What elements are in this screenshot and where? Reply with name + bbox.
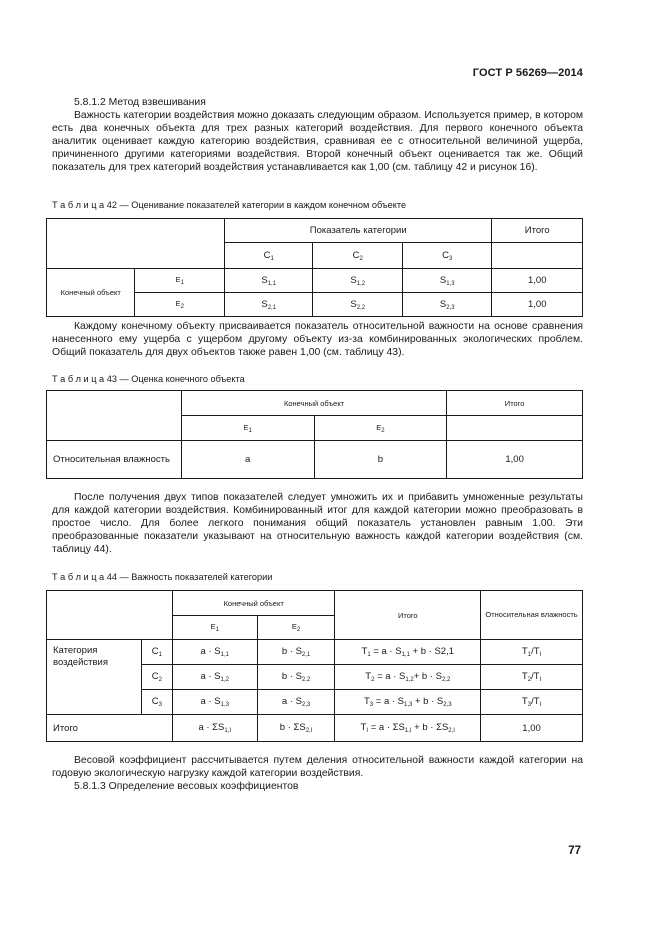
table-44-e2: $E_2$ [257, 616, 335, 640]
table-42-caption: Т а б л и ц а 42 — Оценивание показателей категории в каждом конечном объекте [52, 200, 407, 210]
paragraph-3: После получения двух типов показателей следует умножить их и прибавить умноженные результаты для каждой категории воздействия. Комбинированный итог для каждой категории можно преобразовать в простое число. Для более легкого понимания общий показатель установлен равным 1.00. Эти преобразованные показатели указывают на относительную важность каждой категории воздействия (см. таблицу 44). [52, 492, 583, 555]
table-cell: $C_2$ [141, 665, 172, 690]
table-44 [46, 590, 583, 742]
table-42-row-label: Конечный объект [47, 269, 135, 317]
document-code: ГОСТ Р 56269—2014 [472, 67, 583, 79]
table-cell: $T_3 = a \cdot S_{1,3} + b \cdot S_{2,3}$ [335, 690, 481, 715]
table-cell: $S_{1,3}$ [402, 269, 492, 293]
table-42 [46, 218, 583, 317]
table-cell: $T_2/T_I$ [481, 665, 583, 690]
table-43-header-total: Итого [447, 391, 583, 416]
table-cell: $S_{1,1}$ [224, 269, 312, 293]
table-cell: a [181, 441, 314, 479]
table-44-caption: Т а б л и ц а 44 — Важность показателей категории [52, 572, 273, 582]
table-cell: 1,00 [492, 269, 583, 293]
table-cell: b [314, 441, 447, 479]
table-cell: $S_{2,3}$ [402, 293, 492, 317]
table-42-col-c3: $C_3$ [402, 243, 492, 269]
text-block-2 [52, 320, 583, 359]
section-heading-2: 5.8.1.3 Определение весовых коэффициентов [74, 781, 299, 792]
table-42-header-total: Итого [492, 219, 583, 243]
table-43-row-label: Относительная влажность [47, 441, 182, 479]
section-heading: 5.8.1.2 Метод взвешивания [74, 97, 206, 108]
table-cell: $S_{2,2}$ [313, 293, 403, 317]
table-43-e2: $E_2$ [314, 416, 447, 441]
table-44-header-total: Итого [335, 591, 481, 640]
table-cell: 1,00 [447, 441, 583, 479]
table-cell: $a \cdot S_{1,1}$ [172, 640, 257, 665]
paragraph-2: Каждому конечному объекту присваивается показатель относительной важности на основе сравнения нанесенного ему ущерба с ущербом другому объекту из-за комбинированных экологических проблем. Общий показатель для двух объектов также равен 1,00 (см. таблицу 43). [52, 321, 583, 358]
table-43-e1: $E_1$ [181, 416, 314, 441]
table-44-category-label: Категория воздействия [47, 640, 142, 715]
table-43-caption: Т а б л и ц а 43 — Оценка конечного объекта [52, 374, 245, 384]
table-44-header-object: Конечный объект [172, 591, 335, 616]
table-cell: $b \cdot \Sigma S_{2,I}$ [257, 715, 335, 742]
table-cell: $a \cdot S_{1,2}$ [172, 665, 257, 690]
table-43-total-empty [447, 416, 583, 441]
table-44-e1: $E_1$ [172, 616, 257, 640]
table-42-corner [47, 219, 225, 269]
table-cell: $T_2 = a \cdot S_{1,2}+ b \cdot S_{2,2}$ [335, 665, 481, 690]
table-cell: $a \cdot S_{1,3}$ [172, 690, 257, 715]
table-cell: $C_1$ [141, 640, 172, 665]
table-42-e2: $E_2$ [135, 293, 225, 317]
table-cell: $T_1/T_I$ [481, 640, 583, 665]
table-44-header-relative: Относительная влажность [481, 591, 583, 640]
page-number: 77 [568, 845, 581, 857]
table-cell: $C_3$ [141, 690, 172, 715]
table-42-e1: $E_1$ [135, 269, 225, 293]
paragraph-4: Весовой коэффициент рассчитывается путем деления относительной важности каждой категории на годовую экологическую нагрузку каждой категории воздействия. [52, 755, 583, 779]
text-block-1 [52, 96, 583, 174]
table-cell: $a \cdot \Sigma S_{1,I}$ [172, 715, 257, 742]
table-cell: $S_{1,2}$ [313, 269, 403, 293]
text-block-4 [52, 754, 583, 793]
table-cell: $b \cdot S_{2,2}$ [257, 665, 335, 690]
text-block-3 [52, 491, 583, 556]
table-44-corner [47, 591, 173, 640]
table-43 [46, 390, 583, 479]
table-42-col-total-empty [492, 243, 583, 269]
table-cell: $b \cdot S_{2,1}$ [257, 640, 335, 665]
table-cell: $a \cdot S_{2,3}$ [257, 690, 335, 715]
table-cell: $S_{2,1}$ [224, 293, 312, 317]
table-cell: 1,00 [492, 293, 583, 317]
table-cell: $T_3/T_I$ [481, 690, 583, 715]
table-42-col-c1: $C_1$ [224, 243, 312, 269]
table-cell: 1,00 [481, 715, 583, 742]
table-43-header-object: Конечный объект [181, 391, 446, 416]
table-cell: $T_I = a \cdot \Sigma S_{1,I} + b \cdot \Sigma S_{2,I}$ [335, 715, 481, 742]
table-42-header-indicator: Показатель категории [224, 219, 491, 243]
table-44-total-label: Итого [47, 715, 173, 742]
table-43-corner [47, 391, 182, 441]
table-42-col-c2: $C_2$ [313, 243, 403, 269]
paragraph-1: Важность категории воздействия можно доказать следующим образом. Используется пример, в котором есть два конечных объекта для трех разных категорий воздействия. Для первого конечного объекта аналитик оценивает каждую категорию воздействия, сравнивая ее с относительной величиной ущерба, причиненного другими категориями воздействия. Второй конечный объект оценивается так же. Общий показатель для трех категорий воздействия устанавливается как 1,00 (см. таблицу 42 и рисунок 16). [52, 110, 583, 173]
table-cell: $T_1 = a \cdot S_{1,1} + b \cdot S2,1$ [335, 640, 481, 665]
